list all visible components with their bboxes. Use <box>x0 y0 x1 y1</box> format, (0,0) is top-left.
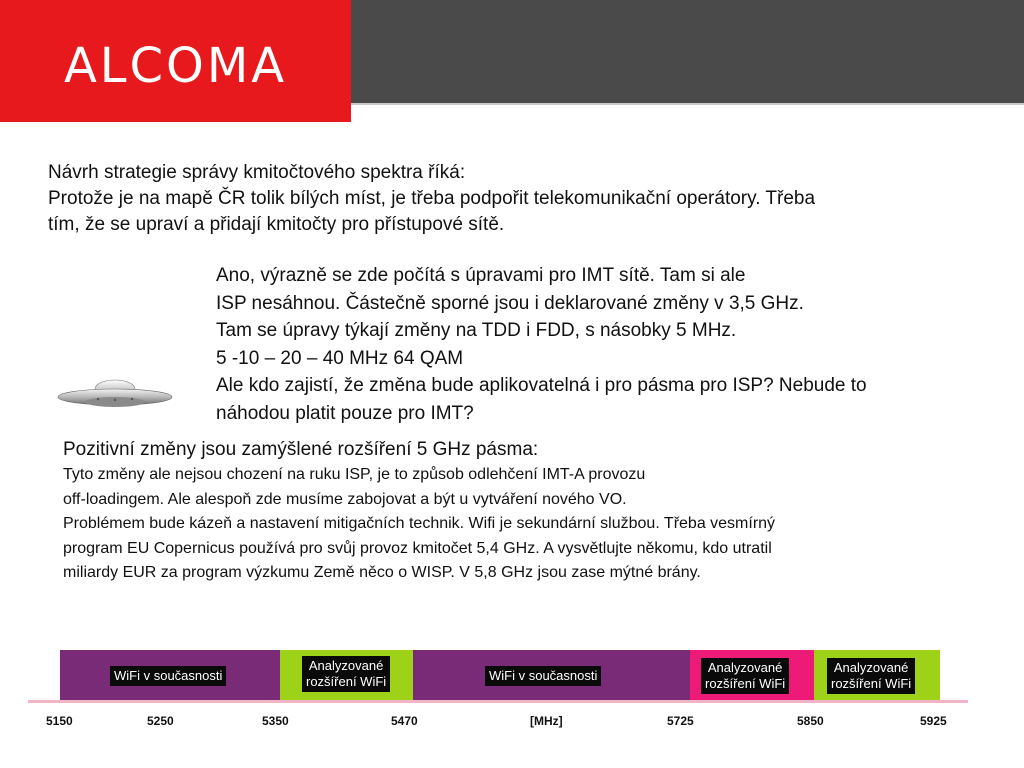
band-segment-label: WiFi v současnosti <box>110 666 226 686</box>
answer-line: Tam se úpravy týkají změny na TDD i FDD, s násobky 5 MHz. <box>216 320 737 341</box>
freq-tick-label: 5470 <box>391 714 418 728</box>
positive-line: program EU Copernicus používá pro svůj provoz kmitočet 5,4 GHz. A vysvětlujte někomu, kdo utratil <box>63 539 772 557</box>
band-segment-label-line: rozšíření WiFi <box>306 674 387 689</box>
positive-line: Problémem bude kázeň a nastavení mitigačních technik. Wifi je sekundární službou. Třeba vesmírný <box>63 515 776 532</box>
positive-line: off-loadingem. Ale alespoň zde musíme zabojovat a být u vytváření nového VO. <box>63 490 627 508</box>
logo-area <box>0 0 351 122</box>
positive-block <box>63 436 983 586</box>
freq-tick-label: 5725 <box>667 714 694 728</box>
alcoma-logo: ALCOMA <box>63 38 288 94</box>
freq-tick-label: 5850 <box>797 714 824 728</box>
intro-question: Návrh strategie správy kmitočtového spektra říká: <box>48 162 466 183</box>
band-segment-label-line: Analyzované <box>833 660 909 675</box>
band-segment-label-line: rozšíření WiFi <box>705 676 786 691</box>
band-segment-label-line: Analyzované <box>308 658 384 673</box>
positive-line: Tyto změny ale nejsou chození na ruku ISP, je to způsob odlehčení IMT-A provozu <box>63 466 646 483</box>
ufo-icon <box>56 376 174 414</box>
band-segment-label <box>827 658 915 694</box>
intro-text-line: Protože je na mapě ČR tolik bílých míst, je třeba podpořit telekomunikační operátory. Třeba <box>48 188 816 209</box>
header-divider <box>351 103 1024 105</box>
band-segment-label-line: rozšíření WiFi <box>831 676 912 691</box>
freq-tick-label: 5925 <box>920 714 947 728</box>
answer-line: Ale kdo zajistí, že změna bude aplikovatelná i pro pásma pro ISP? Nebude to <box>216 375 867 396</box>
band-segment-label-line: Analyzované <box>707 660 783 675</box>
band-segment <box>60 650 280 700</box>
freq-tick-label: 5350 <box>262 714 289 728</box>
band-segment <box>280 650 413 700</box>
intro-block <box>48 160 998 238</box>
band-segment-label <box>701 658 789 694</box>
freq-unit-label: [MHz] <box>530 714 563 728</box>
intro-text-line: tím, že se upraví a přidají kmitočty pro přístupové sítě. <box>48 214 505 235</box>
band-segment <box>413 650 690 700</box>
freq-tick-label: 5250 <box>147 714 174 728</box>
band-segment <box>814 650 940 700</box>
answer-block <box>216 262 1016 427</box>
freq-tick-label: 5150 <box>46 714 73 728</box>
band-segment <box>690 650 814 700</box>
answer-line: náhodou platit pouze pro IMT? <box>216 402 474 424</box>
positive-heading: Pozitivní změny jsou zamýšlené rozšíření 5 GHz pásma: <box>63 439 539 460</box>
answer-line: Ano, výrazně se zde počítá s úpravami pro IMT sítě. Tam si ale <box>216 265 746 286</box>
answer-line: ISP nesáhnou. Částečně sporné jsou i deklarované změny v 3,5 GHz. <box>216 292 804 314</box>
answer-line: 5 -10 – 20 – 40 MHz 64 QAM <box>216 347 464 369</box>
band-axis-line <box>28 700 968 703</box>
positive-line: miliardy EUR za program výzkumu Země něco o WISP. V 5,8 GHz jsou zase mýtné brány. <box>63 564 701 581</box>
band-segment-label <box>302 656 390 692</box>
band-segment-label: WiFi v současnosti <box>485 666 601 686</box>
header-bar <box>351 0 1024 103</box>
